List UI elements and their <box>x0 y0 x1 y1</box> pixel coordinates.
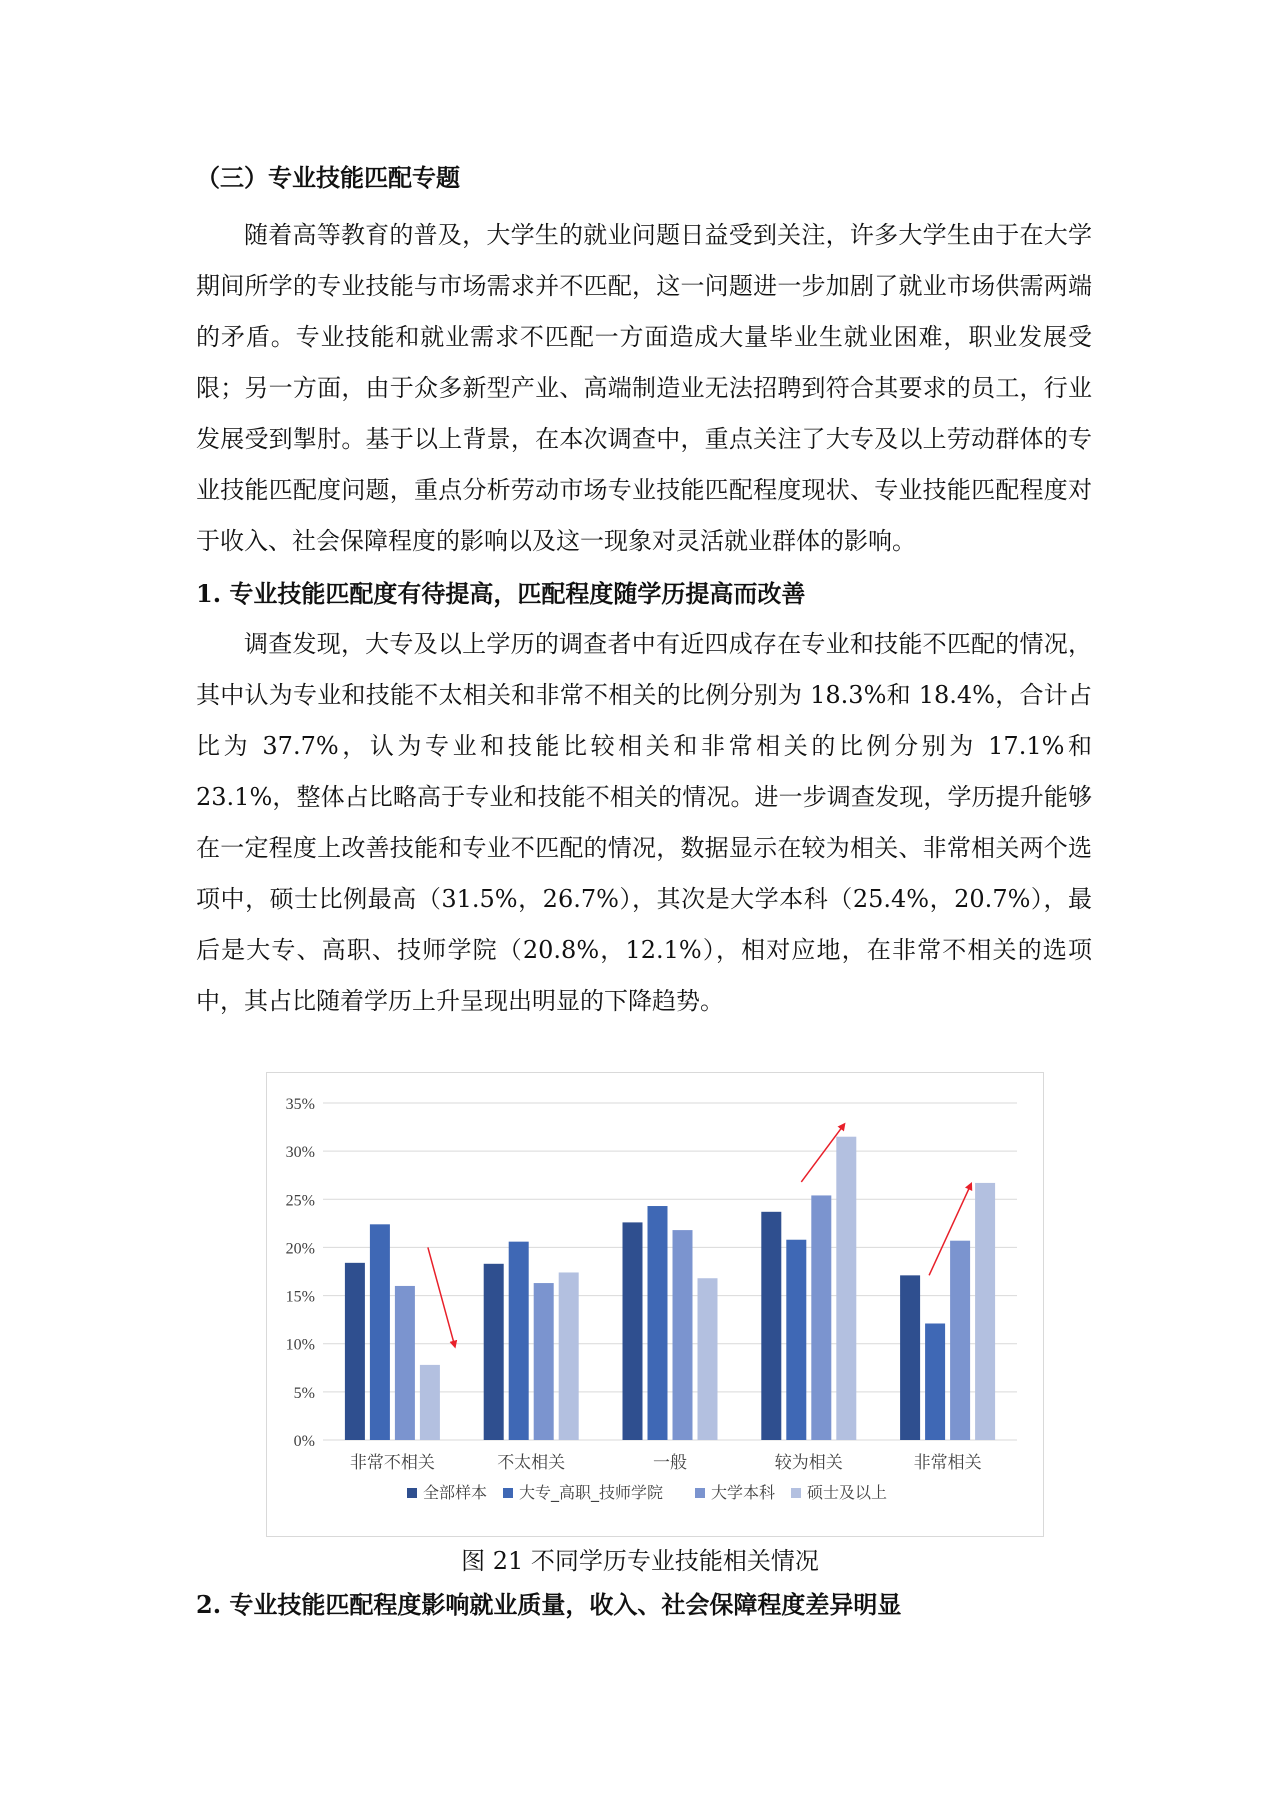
legend-swatch <box>503 1488 513 1498</box>
y-tick-label: 25% <box>285 1192 315 1210</box>
bar-1-3 <box>623 1222 643 1440</box>
x-tick-label: 较为相关 <box>774 1453 843 1473</box>
trend-arrow <box>428 1247 455 1346</box>
chart-bars <box>345 1137 995 1440</box>
bar-2-4 <box>786 1240 806 1440</box>
bar-2-1 <box>370 1224 390 1440</box>
legend-swatch <box>695 1488 705 1498</box>
bar-chart <box>266 1072 1044 1537</box>
bar-2-2 <box>509 1242 529 1440</box>
subsection-2-title: 2. 专业技能匹配程度影响就业质量，收入、社会保障程度差异明显 <box>196 1590 902 1619</box>
bar-4-2 <box>559 1272 579 1440</box>
legend-label: 全部样本 <box>423 1483 488 1502</box>
bar-4-5 <box>975 1183 995 1440</box>
y-tick-label: 10% <box>285 1336 315 1354</box>
bar-3-3 <box>673 1230 693 1440</box>
bar-4-4 <box>836 1137 856 1440</box>
y-tick-label: 20% <box>285 1240 315 1258</box>
x-tick-label: 非常相关 <box>913 1453 982 1473</box>
chart-legend <box>407 1483 887 1503</box>
y-tick-label: 15% <box>285 1288 315 1306</box>
intro-paragraph: 随着高等教育的普及，大学生的就业问题日益受到关注，许多大学生由于在大学期间所学的专业技能与市场需求并不匹配，这一问题进一步加剧了就业市场供需两端的矛盾。专业技能和就业需求不匹配一方面造成大量毕业生就业困难，职业发展受限；另一方面，由于众多新型产业、高端制造业无法招聘到符合其要求的员工，行业发展受到掣肘。基于以上背景，在本次调查中，重点关注了大专及以上劳动群体的专业技能匹配度问题，重点分析劳动市场专业技能匹配程度现状、专业技能匹配程度对于收入、社会保障程度的影响以及这一现象对灵活就业群体的影响。 <box>196 221 1092 555</box>
document-body <box>196 160 1092 1027</box>
bar-3-4 <box>811 1195 831 1440</box>
bar-3-1 <box>395 1286 415 1440</box>
bar-4-3 <box>698 1278 718 1440</box>
bar-1-4 <box>761 1212 781 1440</box>
figure-caption: 图 21 不同学历专业技能相关情况 <box>461 1547 819 1575</box>
legend-label: 大学本科 <box>711 1483 776 1502</box>
legend-swatch <box>407 1488 417 1498</box>
legend-label: 大专_高职_技师学院 <box>519 1483 664 1502</box>
x-tick-label: 非常不相关 <box>349 1453 435 1473</box>
y-tick-label: 5% <box>293 1384 315 1402</box>
bar-1-1 <box>345 1263 365 1440</box>
legend-label: 硕士及以上 <box>807 1483 888 1502</box>
subsection-1-title: 1. 专业技能匹配度有待提高，匹配程度随学历提高而改善 <box>196 579 806 608</box>
legend-swatch <box>791 1488 801 1498</box>
subsection-1-paragraph: 调查发现，大专及以上学历的调查者中有近四成存在专业和技能不匹配的情况，其中认为专业和技能不太相关和非常不相关的比例分别为 18.3%和 18.4%，合计占比为 37.7%，认为专业和技能比较相关和非常相关的比例分别为 17.1%和 23.1%，整体占比略高于专业和技能不相关的情况。进一步调查发现，学历提升能够在一定程度上改善技能和专业不匹配的情况，数据显示在较为相关、非常相关两个选项中，硕士比例最高（31.5%，26.7%），其次是大学本科（25.4%，20.7%），最后是大专、高职、技师学院（20.8%，12.1%），相对应地，在非常不相关的选项中，其占比随着学历上升呈现出明显的下降趋势。 <box>196 630 1092 1015</box>
x-tick-label: 一般 <box>653 1453 687 1473</box>
chart-svg <box>267 1073 1043 1536</box>
y-tick-label: 35% <box>285 1096 315 1113</box>
x-tick-label: 不太相关 <box>497 1453 566 1473</box>
y-tick-label: 30% <box>285 1144 315 1162</box>
section-title: （三）专业技能匹配专题 <box>196 163 460 192</box>
bar-1-2 <box>484 1264 504 1440</box>
bar-2-3 <box>648 1206 668 1440</box>
bar-1-5 <box>900 1275 920 1440</box>
bar-3-2 <box>534 1283 554 1440</box>
bar-2-5 <box>925 1323 945 1440</box>
bar-4-1 <box>420 1365 440 1440</box>
bar-3-5 <box>950 1241 970 1440</box>
y-tick-label: 0% <box>293 1433 315 1450</box>
